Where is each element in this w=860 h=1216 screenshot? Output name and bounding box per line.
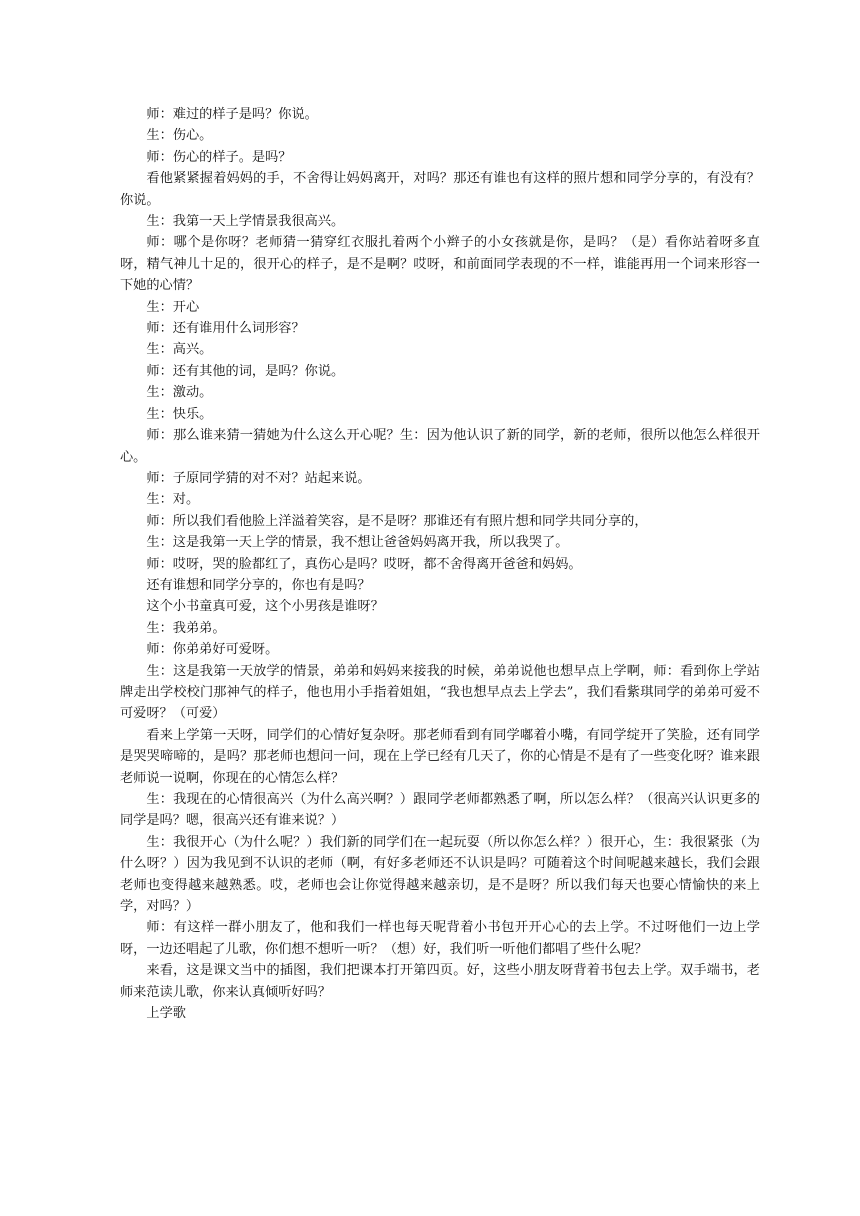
paragraph: 看他紧紧握着妈妈的手，不舍得让妈妈离开，对吗？那还有谁也有这样的照片想和同学分享的，有没有？你说。 <box>120 171 760 208</box>
paragraph: 师：那么谁来猜一猜她为什么这么开心呢？生：因为他认识了新的同学，新的老师，很所以他怎么样很开心。 <box>120 428 760 465</box>
paragraph: 师：难过的样子是吗？你说。 <box>146 107 318 122</box>
paragraph: 师：还有谁用什么词形容？ <box>146 321 305 337</box>
paragraph: 生：我很开心（为什么呢？）我们新的同学们在一起玩耍（所以你怎么样？）很开心，生：我很紧张（为什么呀？）因为我见到不认识的老师（啊，有好多老师还不认识是吗？可随着这个时间呢越来越长，我们会跟老师也变得越来越熟悉。哎，老师也会让你觉得越来越亲切，是不是呀？所以我们每天也要心情愉快的来上学，对吗？） <box>120 834 760 915</box>
paragraph: 看来上学第一天呀，同学们的心情好复杂呀。那老师看到有同学嘟着小嘴，有同学绽开了笑脸，还有同学是哭哭啼啼的，是吗？那老师也想问一问，现在上学已经有几天了，你的心情是不是有了一些变化呀？谁来跟老师说一说啊，你现在的心情怎么样？ <box>120 727 760 786</box>
paragraph: 生：这是我第一天上学的情景，我不想让爸爸妈妈离开我，所以我哭了。 <box>146 535 569 551</box>
paragraph: 这个小书童真可爱，这个小男孩是谁呀？ <box>146 599 384 615</box>
paragraph: 生：对。 <box>146 492 200 508</box>
paragraph: 生：高兴。 <box>146 342 213 358</box>
paragraph: 生：快乐。 <box>146 406 213 422</box>
paragraph: 师：伤心的样子。是吗？ <box>146 149 292 165</box>
paragraph: 生：开心 <box>146 299 200 315</box>
paragraph: 还有谁想和同学分享的，你也有是吗？ <box>146 577 371 593</box>
paragraph: 师：子原同学猜的对不对？站起来说。 <box>146 470 371 486</box>
paragraph: 生：激动。 <box>146 385 213 401</box>
section-title: 上学歌 <box>146 1006 186 1022</box>
paragraph: 师：所以我们看他脸上洋溢着笑容，是不是呀？那谁还有有照片想和同学共同分享的， <box>146 513 648 529</box>
paragraph: 师：哎呀，哭的脸都红了，真伤心是吗？哎呀，都不舍得离开爸爸和妈妈。 <box>146 556 582 572</box>
paragraph: 生：我弟弟。 <box>146 620 226 636</box>
paragraph: 生：我现在的心情很高兴（为什么高兴啊？）跟同学老师都熟悉了啊，所以怎么样？（很高兴认识更多的同学是吗？嗯，很高兴还有谁来说？） <box>120 792 760 829</box>
paragraph: 师：有这样一群小朋友了，他和我们一样也每天呢背着小书包开开心心的去上学。不过呀他们一边上学呀，一边还唱起了儿歌，你们想不想听一听？（想）好，我们听一听他们都唱了些什么呢？ <box>120 920 760 957</box>
paragraph: 生：这是我第一天放学的情景，弟弟和妈妈来接我的时候，弟弟说他也想早点上学啊，师：看到你上学站牌走出学校校门那神气的样子，他也用小手指着姐姐，“我也想早点去上学去”，我们看紫琪同学的弟弟可爱不可爱呀？（可爱） <box>120 663 760 722</box>
paragraph: 师：哪个是你呀？老师猜一猜穿红衣服扎着两个小辫子的小女孩就是你，是吗？（是）看你站着呀多直呀，精气神儿十足的，很开心的样子，是不是啊？哎呀，和前面同学表现的不一样，谁能再用一个词来形容一下她的心情？ <box>120 235 760 294</box>
paragraph: 生：伤心。 <box>146 128 213 144</box>
document-body <box>120 104 760 1024</box>
paragraph: 来看，这是课文当中的插图，我们把课本打开第四页。好，这些小朋友呀背着书包去上学。双手端书，老师来范读儿歌，你来认真倾听好吗？ <box>120 963 760 1000</box>
paragraph: 师：你弟弟好可爱呀。 <box>146 642 279 658</box>
paragraph: 师：还有其他的词，是吗？你说。 <box>146 363 345 379</box>
paragraph: 生：我第一天上学情景我很高兴。 <box>146 214 345 230</box>
